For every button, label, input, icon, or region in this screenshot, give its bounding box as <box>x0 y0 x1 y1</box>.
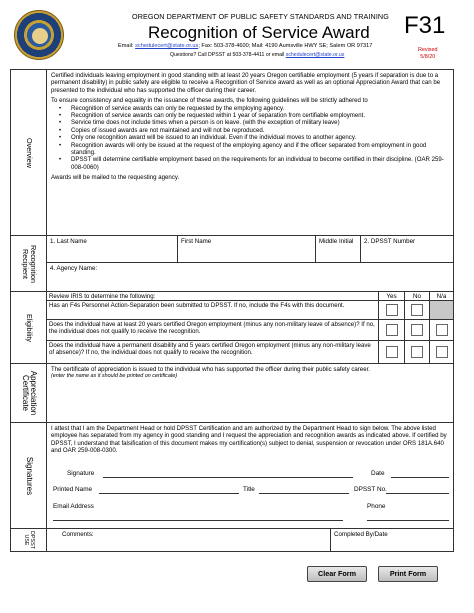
guidelines-intro: To ensure consistency and equality in the issuance of these awards, the following guidelines will be strictly adhered to <box>51 97 368 105</box>
yes-checkbox[interactable] <box>386 346 398 358</box>
completed-by-field[interactable]: Completed By/Date <box>334 531 388 538</box>
no-checkbox[interactable] <box>411 346 423 358</box>
contact-line: Email: schedulecert@state.or.us; Fax: 503-378-4600; Mail: 4190 Aumsville HWY SE; Salem OR 97317 <box>118 43 373 49</box>
guideline-item: • Recognition of service awards can only be requested within 1 year of separation from certifiable employment. <box>51 112 449 119</box>
title-label: Title <box>243 486 255 493</box>
guideline-item: • Recognition of service awards can only be requested by the employing agency. <box>51 105 449 112</box>
na-checkbox[interactable] <box>436 324 448 336</box>
eligibility-header: Review IRIS to determine the following: <box>49 293 156 300</box>
overview-closing: Awards will be mailed to the requesting agency. <box>51 174 180 182</box>
signatures-label: Signatures <box>24 456 34 495</box>
comments-field[interactable]: Comments: <box>47 529 331 551</box>
recipient-section <box>11 236 453 292</box>
phone-field[interactable] <box>367 520 449 521</box>
guidelines-list <box>51 105 449 172</box>
printed-name-field[interactable] <box>99 493 239 494</box>
title-field[interactable] <box>259 493 349 494</box>
guideline-item: • Copies of issued awards are not maintained and will not be reproduced. <box>51 127 449 134</box>
eligibility-label: Eligibility <box>24 313 34 342</box>
email-link[interactable]: schedulecert@state.or.us <box>135 43 199 49</box>
no-checkbox[interactable] <box>411 324 423 336</box>
eligibility-header-row <box>47 292 453 301</box>
form-body <box>10 69 454 552</box>
signatures-section <box>11 423 453 529</box>
appreciation-label: Appreciation Certificate <box>20 370 38 416</box>
dpsst-no-label: DPSST No. <box>354 486 387 493</box>
overview-section <box>11 70 453 236</box>
overview-intro: Certified individuals leaving employment in good standing with at least 20 years Oregon certifiable employment (5 years if separation is due to a permanent disability) in public safety are eligible to receive a Recognition of Service award as well as an optional Appreciation Award that can be presented to the individual who has supported the officer during their career. <box>51 72 441 94</box>
dpsst-no-field[interactable] <box>386 493 449 494</box>
recipient-label: Recognition Recipient <box>20 244 38 283</box>
eligibility-question: Does the individual have at least 20 years certified Oregon employment (minus any non-military leave of absence)? If no, the individual does not qualify to receive the recognition. <box>49 321 375 336</box>
eligibility-row <box>47 301 453 320</box>
guideline-item: • Recognition awards will only be issued at the request of the employing agency and if the officer separated from employment in good standing. <box>51 142 449 157</box>
agency-name-field[interactable]: 4. Agency Name: <box>50 265 98 272</box>
overview-label: Overview <box>24 137 34 168</box>
questions-line: Questions? Call DPSST at 503-378-4411 or email schedulecert@state.or.us <box>170 52 345 58</box>
yes-checkbox[interactable] <box>386 304 398 316</box>
no-checkbox[interactable] <box>411 304 423 316</box>
eligibility-section <box>11 292 453 364</box>
email-label: Email Address <box>53 503 94 510</box>
last-name-field[interactable]: 1. Last Name <box>47 236 178 263</box>
col-yes: Yes <box>378 292 404 300</box>
dpsst-number-field[interactable]: 2. DPSST Number <box>361 236 453 263</box>
form-title: Recognition of Service Award <box>148 23 370 42</box>
clear-form-button[interactable]: Clear Form <box>307 566 367 582</box>
questions-email-link[interactable]: schedulecert@state.or.us <box>285 52 345 58</box>
agency-name: OREGON DEPARTMENT OF PUBLIC SAFETY STANDARDS AND TRAINING <box>132 12 389 21</box>
guideline-item: • DPSST will determine certifiable employment based on the requirements for an individual to become certified in their discipline. (OAR 259-008-0060) <box>51 156 449 171</box>
na-checkbox[interactable] <box>436 346 448 358</box>
phone-label: Phone <box>367 503 386 510</box>
form-number: F31 <box>404 12 446 39</box>
guideline-item: • Only one recognition award will be issued to an individual. Even if the individual moves to another agency. <box>51 134 449 141</box>
first-name-field[interactable]: First Name <box>178 236 316 263</box>
form-header <box>0 0 474 68</box>
eligibility-question: Does the individual have a permanent disability and 5 years certified Oregon employment (minus any non-military leave of absence)? If no, the individual does not qualify to receive the recognition. <box>49 342 371 357</box>
signature-label: Signature <box>67 470 95 477</box>
email-field[interactable] <box>53 520 343 521</box>
print-form-button[interactable]: Print Form <box>378 566 438 582</box>
middle-initial-field[interactable]: Middle Initial <box>316 236 361 263</box>
yes-checkbox[interactable] <box>386 324 398 336</box>
eligibility-row <box>47 341 453 363</box>
appreciation-name-field[interactable] <box>47 364 453 422</box>
appreciation-section <box>11 364 453 423</box>
signature-field[interactable] <box>103 477 353 478</box>
printed-name-label: Printed Name <box>53 486 93 493</box>
revised-date: Revised 5/8/20 <box>418 47 438 60</box>
eligibility-question: Has an F4s Personnel Action-Separation been submitted to DPSST. If no, include the F4s with this document. <box>49 302 345 309</box>
appreciation-note: (enter the name as it should be printed on certificate) <box>51 373 178 380</box>
agency-seal-icon <box>14 10 64 60</box>
guideline-item: • Service time does not include times when a person is on leave. (with the exception of military leave) <box>51 119 449 126</box>
appreciation-text: The certificate of appreciation is issued to the individual who has supported the officer during their public safety career. <box>51 366 370 373</box>
na-disabled-cell <box>429 301 453 319</box>
dpsst-use-section <box>11 529 453 551</box>
dpsst-use-label: DPSST USE <box>22 531 35 549</box>
date-field[interactable] <box>391 477 449 478</box>
col-na: N/a <box>429 292 453 300</box>
date-label: Date <box>371 470 385 477</box>
col-no: No <box>404 292 429 300</box>
attestation-text: I attest that I am the Department Head or hold DPSST Certification and am authorized by the Department Head to sign below. The above listed employee has separated from my agency in good standing and I request the appreciation and recognition awards as indicated above. If certified by DPSST, I understand that falsification of this document makes my certification(s) subject to denial, suspension or revocation under ORS 181A.640 and OAR 259-008-0300. <box>51 425 447 455</box>
eligibility-row <box>47 320 453 341</box>
